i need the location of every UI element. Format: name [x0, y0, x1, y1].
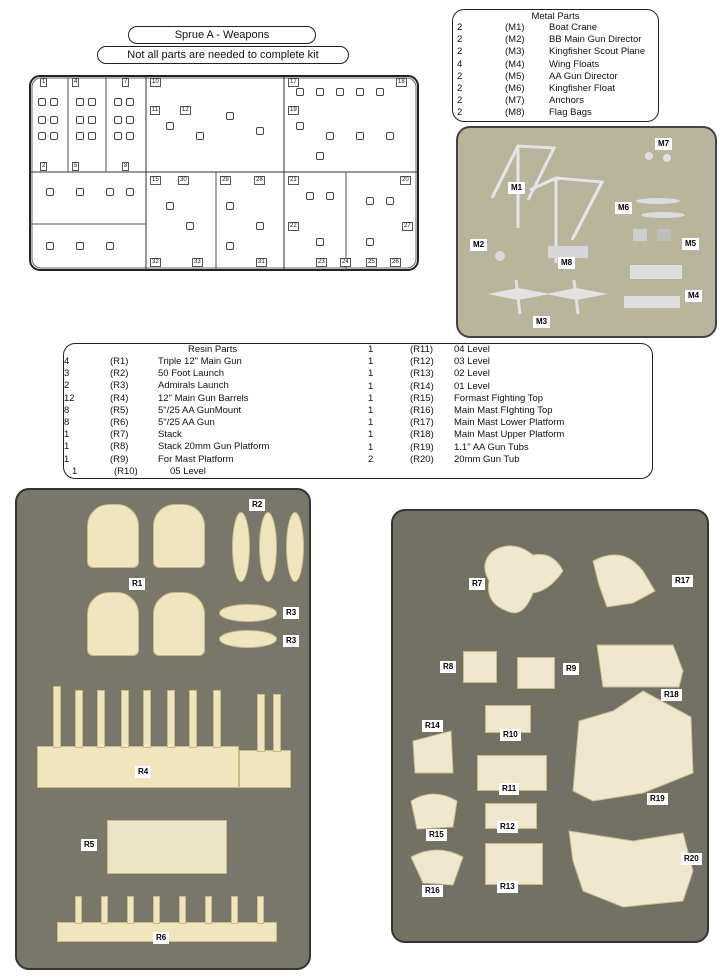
- sprue-part-number: 20: [402, 177, 409, 183]
- resin-label: R16: [422, 885, 443, 897]
- parts-row-name: 03 Level: [454, 356, 490, 368]
- resin-label: R6: [153, 932, 169, 944]
- parts-row-code: (R11): [410, 344, 434, 355]
- parts-row-qty: 1: [64, 429, 70, 441]
- parts-row-code: (R20): [410, 453, 434, 465]
- parts-row-name: For Mast Platform: [158, 453, 234, 465]
- sprue-part-number: 21: [290, 177, 297, 183]
- metal-label: M5: [682, 238, 699, 250]
- parts-row-name: 20mm Gun Tub: [454, 453, 520, 465]
- parts-row-code: (R4): [110, 392, 129, 404]
- parts-row-code: (R18): [410, 429, 434, 441]
- parts-row-code: (R16): [410, 405, 434, 416]
- parts-row-qty: 1: [368, 344, 374, 355]
- resin-label: R4: [135, 766, 151, 778]
- parts-row-qty: 8: [64, 404, 70, 416]
- sprue-part-number: 30: [180, 177, 187, 183]
- parts-row-qty: 1: [368, 368, 374, 380]
- parts-row-name: Stack: [158, 429, 182, 441]
- sprue-part-number: 2: [42, 163, 46, 169]
- parts-row-qty: 2: [457, 46, 463, 58]
- parts-row-name: Wing Floats: [549, 58, 600, 70]
- parts-row-name: 04 Level: [454, 344, 490, 355]
- parts-row-code: (R14): [410, 380, 434, 392]
- parts-row-code: (R8): [110, 441, 129, 453]
- parts-row-name: 12" Main Gun Barrels: [158, 392, 249, 404]
- parts-row-name: 5"/25 AA GunMount: [158, 404, 242, 416]
- metal-parts-photo: [456, 126, 717, 338]
- resin-label: R2: [249, 499, 265, 511]
- parts-row-qty: 1: [368, 441, 374, 453]
- parts-row-code: (M6): [505, 83, 525, 94]
- parts-row-qty: 4: [457, 58, 463, 70]
- parts-row-qty: 2: [457, 107, 463, 119]
- parts-row-qty: 1: [368, 380, 374, 392]
- sprue-part-number: 19: [290, 107, 297, 113]
- sprue-part-number: 11: [152, 107, 159, 113]
- parts-row-code: (M1): [505, 22, 525, 33]
- metal-label: M3: [533, 316, 550, 328]
- parts-row-qty: 2: [64, 380, 70, 392]
- sprue-part-number: 22: [290, 223, 297, 229]
- resin-parts-title: Resin Parts: [188, 344, 238, 355]
- parts-row-name: Kingfisher Scout Plane: [549, 46, 646, 58]
- resin-label: R3: [283, 635, 299, 647]
- parts-row-qty: 1: [72, 465, 78, 477]
- parts-row-qty: 1: [368, 429, 374, 441]
- metal-label: M4: [685, 290, 702, 302]
- parts-row-qty: 12: [64, 392, 75, 404]
- parts-row-name: 1.1" AA Gun Tubs: [454, 441, 529, 453]
- parts-row-name: Main Mast Upper Platform: [454, 429, 565, 441]
- sprue-part-number: 17: [290, 79, 297, 85]
- parts-row-qty: 4: [64, 356, 70, 367]
- sprue-part-number: 7: [124, 79, 128, 85]
- parts-row-qty: 2: [457, 70, 463, 82]
- sprue-part-number: 10: [152, 79, 159, 85]
- sprue-part-number: 28: [256, 177, 263, 183]
- parts-row-code: (M7): [505, 95, 525, 107]
- parts-row-code: (M8): [505, 107, 525, 119]
- parts-row-qty: 1: [368, 356, 374, 368]
- resin-label: R18: [661, 689, 682, 701]
- metal-label: M7: [655, 138, 672, 150]
- resin-label: R1: [129, 578, 145, 590]
- sprue-note: Not all parts are needed to complete kit: [97, 46, 349, 64]
- sprue-part-number: 24: [342, 259, 349, 265]
- parts-row-qty: 1: [64, 453, 70, 465]
- metal-label: M6: [615, 202, 632, 214]
- parts-row-qty: 1: [368, 405, 374, 416]
- sprue-part-number: 18: [398, 79, 405, 85]
- parts-row-code: (R3): [110, 380, 129, 392]
- resin-photo-right: [391, 509, 709, 943]
- resin-label: R14: [422, 720, 443, 732]
- metal-parts-title: Metal Parts: [531, 11, 580, 22]
- parts-row-qty: 2: [457, 22, 463, 33]
- sprue-part-number: 31: [258, 259, 265, 265]
- parts-row-name: Boat Crane: [549, 22, 598, 33]
- sprue-part-number: 4: [74, 79, 78, 85]
- resin-label: R11: [499, 783, 519, 795]
- parts-row-name: Admirals Launch: [158, 380, 229, 392]
- parts-row-code: (R12): [410, 356, 434, 368]
- parts-row-name: 05 Level: [170, 465, 206, 477]
- parts-row-qty: 2: [368, 453, 374, 465]
- parts-row-qty: 1: [368, 392, 374, 404]
- parts-row-name: 5"/25 AA Gun: [158, 417, 215, 428]
- resin-label: R7: [469, 578, 485, 590]
- parts-row-name: Formast Fighting Top: [454, 392, 544, 404]
- sprue-part-number: 25: [368, 259, 375, 265]
- parts-row-qty: 2: [457, 95, 463, 107]
- parts-row-qty: 3: [64, 368, 70, 380]
- sprue-part-number: 12: [182, 107, 189, 113]
- metal-parts-list: [452, 9, 659, 122]
- sprue-part-number: 23: [318, 259, 325, 265]
- parts-row-name: Stack 20mm Gun Platform: [158, 441, 270, 453]
- boat-crane-parts: [458, 128, 715, 336]
- sprue-part-number: 1: [42, 79, 46, 85]
- parts-row-name: Triple 12" Main Gun: [158, 356, 242, 367]
- resin-label: R19: [647, 793, 668, 805]
- resin-label: R13: [497, 881, 518, 893]
- parts-row-code: (R7): [110, 429, 129, 441]
- resin-label: R9: [563, 663, 579, 675]
- parts-row-code: (R10): [114, 465, 138, 477]
- sprue-part-number: 33: [194, 259, 201, 265]
- resin-label: R10: [500, 729, 521, 741]
- parts-row-name: BB Main Gun Director: [549, 34, 642, 46]
- parts-row-name: Flag Bags: [549, 107, 592, 119]
- parts-row-code: (M2): [505, 34, 525, 46]
- parts-row-qty: 2: [457, 83, 463, 94]
- parts-row-qty: 2: [457, 34, 463, 46]
- parts-row-code: (R9): [110, 453, 129, 465]
- metal-label: M2: [470, 239, 487, 251]
- resin-label: R5: [81, 839, 97, 851]
- parts-row-name: 01 Level: [454, 380, 490, 392]
- parts-row-code: (R13): [410, 368, 434, 380]
- sprue-part-number: 8: [124, 163, 128, 169]
- parts-row-qty: 8: [64, 417, 70, 428]
- resin-parts-list: [63, 343, 653, 479]
- resin-photo-left: [15, 488, 311, 970]
- parts-row-code: (R19): [410, 441, 434, 453]
- parts-row-qty: 1: [368, 417, 374, 429]
- parts-row-code: (R6): [110, 417, 129, 428]
- metal-label: M8: [558, 257, 575, 269]
- resin-label: R12: [497, 821, 518, 833]
- parts-row-name: Kingfisher Float: [549, 83, 616, 94]
- parts-row-name: Anchors: [549, 95, 584, 107]
- sprue-part-number: 15: [152, 177, 159, 183]
- parts-row-qty: 1: [64, 441, 70, 453]
- parts-row-code: (M4): [505, 58, 525, 70]
- resin-label: R8: [440, 661, 456, 673]
- metal-label: M1: [508, 182, 525, 194]
- parts-row-code: (R2): [110, 368, 129, 380]
- parts-row-name: Main Mast FIghting Top: [454, 405, 553, 416]
- parts-row-name: 02 Level: [454, 368, 490, 380]
- parts-row-code: (R17): [410, 417, 434, 429]
- parts-row-code: (M5): [505, 70, 525, 82]
- resin-label: R17: [672, 575, 693, 587]
- resin-label: R3: [283, 607, 299, 619]
- parts-row-code: (R5): [110, 404, 129, 416]
- sprue-part-number: 26: [392, 259, 399, 265]
- resin-label: R15: [426, 829, 447, 841]
- sprue-frame: [26, 72, 422, 274]
- sprue-part-number: 5: [74, 163, 78, 169]
- sprue-part-number: 32: [152, 259, 159, 265]
- sprue-diagram: [26, 72, 422, 274]
- sprue-title: Sprue A - Weapons: [128, 26, 316, 44]
- sprue-part-number: 27: [404, 223, 411, 229]
- parts-row-name: Main Mast Lower Platform: [454, 417, 565, 429]
- parts-row-name: 50 Foot Launch: [158, 368, 225, 380]
- parts-row-code: (R1): [110, 356, 129, 367]
- sprue-part-number: 29: [222, 177, 229, 183]
- resin-label: R20: [681, 853, 702, 865]
- parts-row-name: AA Gun Director: [549, 70, 618, 82]
- parts-row-code: (R15): [410, 392, 434, 404]
- parts-row-code: (M3): [505, 46, 525, 58]
